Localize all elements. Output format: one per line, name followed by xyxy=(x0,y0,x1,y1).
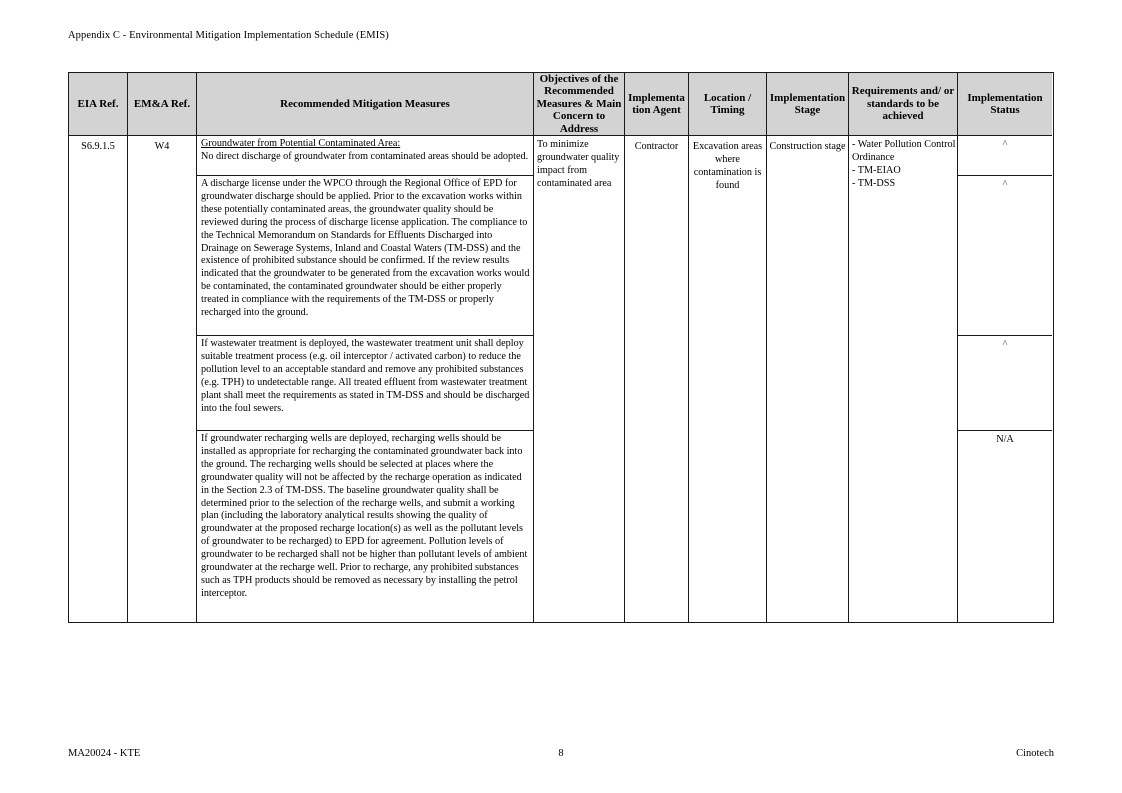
cell-requirements xyxy=(849,136,957,622)
column-header-implementation-status-label: Implementation Status xyxy=(967,91,1043,116)
footer-page-number: 8 xyxy=(558,748,564,759)
column-requirements xyxy=(849,73,958,622)
column-objectives xyxy=(534,73,625,622)
page-footer xyxy=(68,748,1054,759)
status-cells xyxy=(958,136,1052,622)
column-header-requirements xyxy=(849,73,957,136)
emis-table xyxy=(68,72,1054,623)
cell-implementation-agent: Contractor xyxy=(634,141,679,152)
column-header-implementation-agent-label: Implementation Agent xyxy=(628,91,685,116)
column-implementation-agent xyxy=(625,73,689,622)
column-header-implementation-stage-label: Implementation Stage xyxy=(769,91,846,116)
column-location-timing xyxy=(689,73,767,622)
appendix-title: Appendix C - Environmental Mitigation Implementation Schedule (EMIS) xyxy=(68,30,389,41)
column-header-implementation-status xyxy=(958,73,1052,136)
column-implementation-stage xyxy=(767,73,849,622)
cell-ema-ref: W4 xyxy=(154,141,170,152)
column-header-requirements-label: Requirements and/ or standards to be achieved xyxy=(851,85,955,123)
cell-location-timing: Excavation areas where contamination is found xyxy=(692,141,763,191)
column-implementation-status xyxy=(958,73,1052,622)
requirement-item: - TM-EIAO xyxy=(852,164,901,176)
measures-cell-2: A discharge license under the WPCO through the Regional Office of EPD for groundwater discharge should be applied. Prior to the excavation works within these potentially contaminated areas, the groundwater quality should be reviewed during the process of discharge license application. The compliance to the Technical Memorandum on Standards for Effluents Discharged into Drainage on Sewerage Systems, Inland and Coastal Waters (TM-DSS) and the existence of prohibited substance should be confirmed. If the review results indicated that the groundwater to be generated from the excavation works would be contaminated, the contaminated groundwater should be either properly treated in compliance with the requirements of the TM-DSS or properly recharged into the ground. xyxy=(197,176,533,336)
measures-cell-3: If wastewater treatment is deployed, the wastewater treatment unit shall deploy suitable treatment process (e.g. oil interceptor / activated carbon) to reduce the pollution level to an acceptable standard and remove any prohibited substances (e.g. TPH) to undetectable range. All treated effluent from wastewater treatment plant shall meet the requirements as stated in TM-DSS and should be discharged into the foul sewers. xyxy=(197,336,533,431)
column-header-location-timing xyxy=(689,73,766,136)
measures-cell-4: If groundwater recharging wells are deployed, recharging wells should be installed as appropriate for recharging the contaminated groundwater back into the ground. The recharging wells should be selected at places where the groundwater quality will not be affected by the recharge operation as indicated in the Section 2.3 of TM-DSS. The baseline groundwater quality shall be determined prior to the selection of the recharge wells, and submit a working plan (including the laboratory analytical results showing the quality of groundwater at the proposed recharge location(s) as well as the pollutant levels of groundwater to be recharged) to EPD for agreement. Pollution levels of groundwater to be recharged shall not be higher than pollutant levels of ambient groundwater at the recharge well. Prior to recharge, any prohibited substances such as TPH products should be removed as necessary by installing the petrol interceptor. xyxy=(201,433,528,599)
status-cell-3 xyxy=(958,336,1052,431)
column-header-eia-ref xyxy=(69,73,127,136)
status-caret-symbol: ^ xyxy=(1002,139,1008,150)
column-header-objectives-label: Objectives of the Recommended Measures & Main Concern to Address xyxy=(536,73,622,135)
status-cell-4: N/A xyxy=(996,434,1014,445)
column-eia-ref xyxy=(69,73,128,622)
column-measures xyxy=(197,73,534,622)
column-header-eia-ref-label: EIA Ref. xyxy=(77,97,119,110)
status-caret-symbol: ^ xyxy=(1002,179,1008,190)
requirement-item: - Water Pollution Control Ordinance xyxy=(852,139,956,163)
column-ema-ref xyxy=(128,73,197,622)
cell-implementation-stage: Construction stage xyxy=(769,141,846,152)
requirement-item: - TM-DSS xyxy=(852,177,896,189)
column-header-location-timing-label: Location / Timing xyxy=(703,91,752,116)
column-header-objectives xyxy=(534,73,624,136)
column-header-implementation-agent xyxy=(625,73,688,136)
column-header-ema-ref xyxy=(128,73,196,136)
measures-cell-1-heading: Groundwater from Potential Contaminated Area: xyxy=(201,138,401,149)
column-header-implementation-stage xyxy=(767,73,848,136)
footer-company: Cinotech xyxy=(1016,748,1054,759)
measures-cell-1 xyxy=(197,136,533,176)
status-caret-symbol: ^ xyxy=(1002,339,1008,350)
status-cell-1 xyxy=(958,136,1052,176)
measures-cells xyxy=(197,136,533,622)
column-header-ema-ref-label: EM&A Ref. xyxy=(133,97,191,110)
measures-cell-1-text: No direct discharge of groundwater from contaminated areas should be adopted. xyxy=(201,150,529,162)
cell-objectives: To minimize groundwater quality impact from contaminated area xyxy=(537,139,620,189)
cell-eia-ref: S6.9.1.5 xyxy=(81,141,115,152)
column-header-measures-label: Recommended Mitigation Measures xyxy=(280,97,450,110)
column-header-measures xyxy=(197,73,533,136)
status-cell-2 xyxy=(958,176,1052,336)
footer-project-code: MA20024 - KTE xyxy=(68,748,141,759)
